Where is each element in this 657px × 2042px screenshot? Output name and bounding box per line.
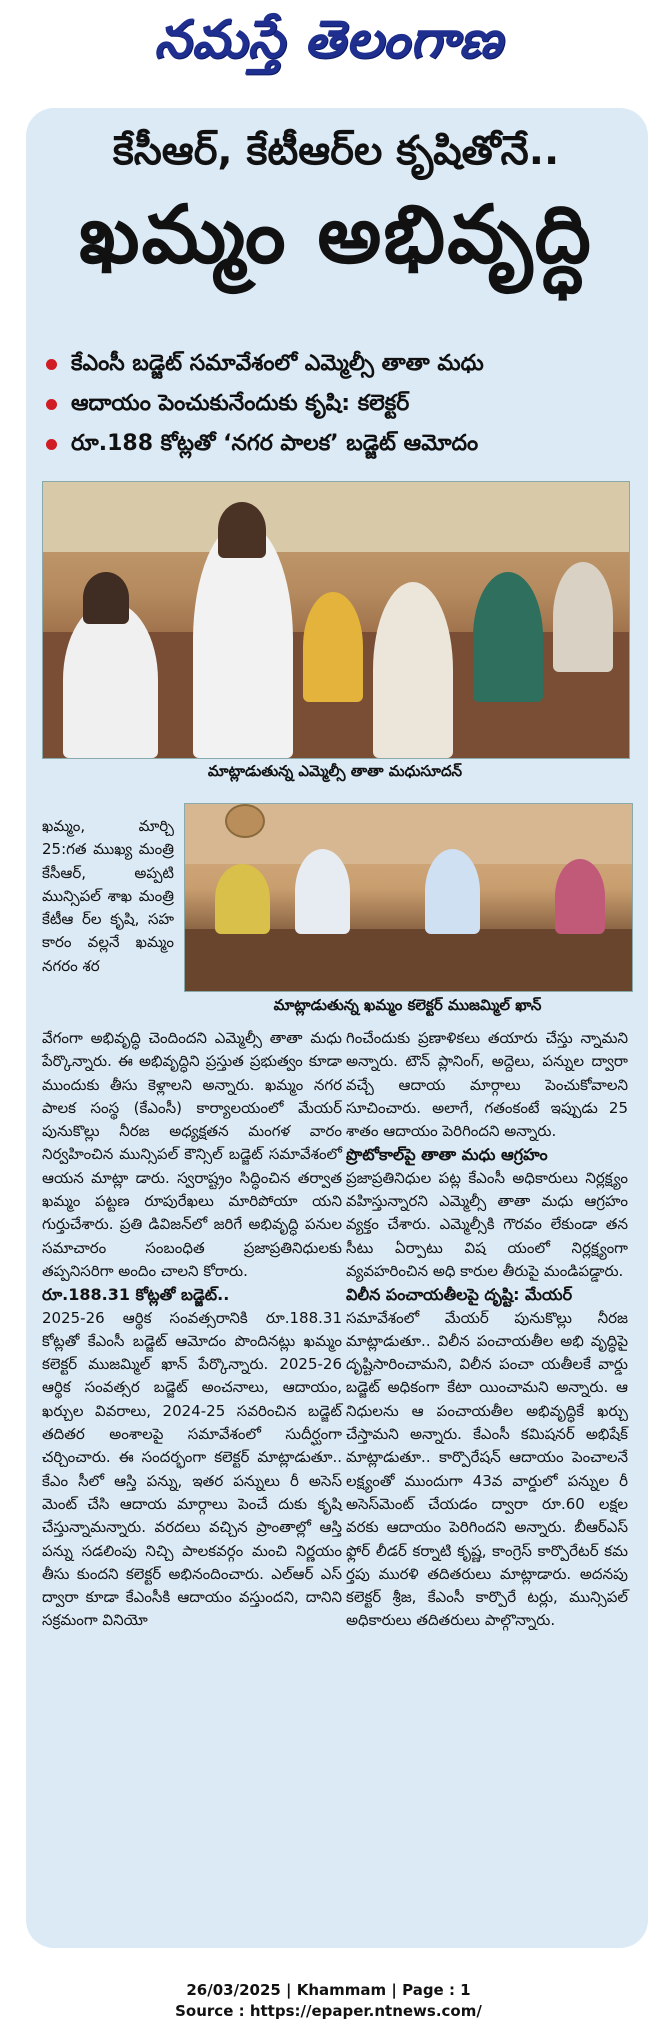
masthead: [0, 0, 657, 92]
highlight-item: ఆదాయం పెంచుకునేందుకు కృషి: కలెక్టర్‌: [46, 384, 626, 424]
article-right-column: [346, 1027, 628, 1633]
photo1-caption: మాట్లాడుతున్న ఎమ్మెల్సీ తాతా మధుసూదన్‌: [207, 762, 463, 780]
article-left-column: [42, 1027, 342, 1633]
bullet-icon: [46, 439, 57, 450]
article-intro-column: [42, 815, 174, 978]
headline-kicker: కేసీఆర్, కేటీఆర్‌ల కృషితోనే..: [112, 128, 560, 174]
subheading-protocol: ప్రొటోకాల్‌పై తాతా మధు ఆగ్రహం: [346, 1145, 548, 1165]
article-paragraph: ప్రజాప్రతినిధుల పట్ల కేఎంసీ అధికారులు నిర్లక్ష్యం వహిస్తున్నారని ఎమ్మెల్సీ తాతా మధు ఆగ్రహం వ్యక్తం చేశారు. ఎమ్మెల్సీకి గౌరవం లేకుండా తన సీటు ఏర్పాటు విష యంలో నిర్లక్ష్యంగా వ్యవహరించిన అధి కారుల తీరుపై మండిపడ్డారు.: [346, 1168, 628, 1280]
article-paragraph: గించేందుకు ప్రణాళికలు తయారు చేస్తు న్నామని అన్నారు. టౌన్‌ ప్లానింగ్‌, అద్దెలు, పన్నుల ద్వారా వచ్చే ఆదాయ మార్గాలు పెంచుకోవాలని సూచించారు. అలాగే, గతంకంటే ఇప్పుడు 25 శాతం ఆదాయం పెరిగిందని అన్నారు.: [346, 1029, 628, 1141]
masthead-title: నమస్తే తెలంగాణ: [154, 9, 503, 70]
footer-date-line: 26/03/2025 | Khammam | Page : 1: [186, 1981, 471, 1999]
photo-collector-speaking: [184, 803, 633, 992]
article-paragraph: ఖమ్మం, మార్చి 25:గత ముఖ్య మంత్రి కేసీఆర్‌, అప్పటి మున్సిపల్‌ శాఖ మంత్రి కేటీఆ ర్‌ల కృషి, సహ కారం వల్లనే ఖమ్మం నగరం శర: [42, 817, 174, 975]
highlight-item: రూ.188 కోట్లతో ‘నగర పాలక’ బడ్జెట్‌ ఆమోదం: [46, 424, 626, 464]
article-paragraph: 2025-26 ఆర్థిక సంవత్సరానికి రూ.188.31 కోట్లతో కేఎంసీ బడ్జెట్‌ ఆమోదం పొందినట్లు ఖమ్మం కలెక్టర్‌ ముజమ్మిల్‌ ఖాన్‌ పేర్కొన్నారు. 2025-26 ఆర్థిక సంవత్సర బడ్జెట్‌ అంచనాలు, ఆదాయం, ఖర్చుల వివరాలు, 2024-25 సవరించిన బడ్జెట్‌ తదితర అంశాలపై సమావేశంలో సుదీర్ఘంగా చర్చించారు. ఈ సందర్భంగా కలెక్టర్‌ మాట్లాడుతూ.. కేఎం సీలో ఆస్తి పన్ను, ఇతర పన్నులు రీ అసెస్‌ మెంట్‌ చేసి ఆదాయ మార్గాలు పెంచే దుకు కృషి చేస్తున్నామన్నారు. వరదలు వచ్చిన ప్రాంతాల్లో ఆస్తి పన్ను సడలింపు నిచ్చి పాలకవర్గం మంచి నిర్ణయం తీసు కుందని కలెక్టర్‌ అభినందించారు. ఎల్‌ఆర్‌ ఎస్‌ ద్వారా కూడా కేఎంసీకి ఆదాయం వస్తుందని, దానిని సక్రమంగా వినియో: [42, 1308, 342, 1630]
photo-mlc-speaking: [42, 481, 630, 759]
photo2-caption: మాట్లాడుతున్న ఖమ్మం కలెక్టర్‌ ముజమ్మిల్‌ ఖాన్‌: [273, 996, 542, 1014]
headline-main: ఖమ్మం అభివృద్ధి: [79, 188, 593, 281]
subheading-budget: రూ.188.31 కోట్లతో బడ్జెట్‌..: [42, 1285, 230, 1305]
highlight-item: కేఎంసీ బడ్జెట్‌ సమావేశంలో ఎమ్మెల్సీ తాతా మధు: [46, 344, 626, 384]
bullet-icon: [46, 399, 57, 410]
bullet-icon: [46, 359, 57, 370]
footer-source-link[interactable]: Source : https://epaper.ntnews.com/: [175, 2002, 482, 2020]
article-paragraph: వేగంగా అభివృద్ధి చెందిందని ఎమ్మెల్సీ తాతా మధు పేర్కొన్నారు. ఈ అభివృద్ధిని ప్రస్తుత ప్రభుత్వం కూడా ముందుకు తీసు కెళ్లాలని అన్నారు. ఖమ్మం నగర పాలక సంస్థ (కేఎంసీ) కార్యాలయంలో మేయర్‌ పునుకొల్లు నీరజ అధ్యక్షతన మంగళ వారం నిర్వహించిన మున్సిపల్‌ కౌన్సిల్‌ బడ్జెట్‌ సమావేశంలో ఆయన మాట్లా డారు. స్వరాష్ట్రం సిద్ధించిన తర్వాత ఖమ్మం పట్టణ రూపురేఖలు మారిపోయా యని గుర్తుచేశారు. ప్రతి డివిజన్‌లో జరిగే అభివృద్ధి పనుల సమాచారం సంబంధిత ప్రజాప్రతినిధులకు తప్పనిసరిగా అందిం చాలని కోరారు.: [42, 1029, 342, 1280]
footer: [0, 1980, 657, 2022]
article-paragraph: సమావేశంలో మేయర్‌ పునుకొల్లు నీరజ మాట్లాడుతూ.. విలీన పంచాయతీల అభి వృద్ధిపై దృష్టిసారించామని, విలీన పంచా యతీలకే వార్డు బడ్జెట్‌ అధికంగా కేటా యించామని అన్నారు. ఆ నిధులను ఆ పంచాయతీల అభివృద్ధికే ఖర్చు చేస్తామని అన్నారు. కేఎంసీ కమిషనర్‌ అభిషేక్‌ మాట్లాడుతూ.. కార్పొరేషన్‌ ఆదాయం పెంచాలనే లక్ష్యంతో ముందుగా 43వ వార్డులో పన్నుల రీ అసెస్‌మెంట్‌ చేయడం ద్వారా రూ.60 లక్షల వరకు ఆదాయం పెరిగిందని అన్నారు. బీఆర్‌ఎస్‌ ఫ్లోర్‌ లీడర్‌ కర్నాటి కృష్ణ, కాంగ్రెస్‌ కార్పొరేటర్‌ కమ ర్తపు మురళి తదితరులు మాట్లాడారు. అదనపు కలెక్టర్‌ శ్రీజ, కేఎంసీ కార్పొరే టర్లు, మున్సిపల్‌ అధికారులు తదితరులు పాల్గొన్నారు.: [346, 1308, 628, 1630]
subheading-mayor: విలీన పంచాయతీలపై దృష్టి: మేయర్‌: [346, 1285, 573, 1305]
highlights-list: [46, 344, 626, 464]
